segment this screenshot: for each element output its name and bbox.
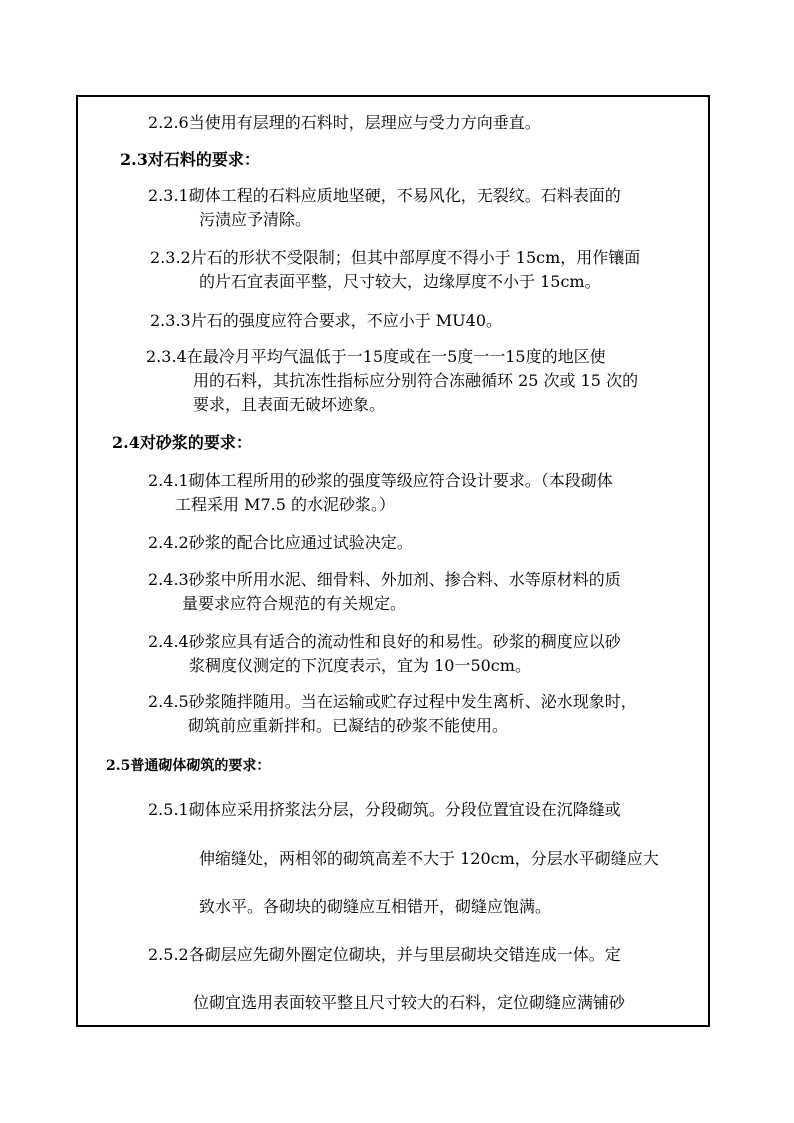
- clause-2-4-5-line-1: 2.4.5砂浆随拌随用。当在运输或贮存过程中发生离析、泌水现象时，: [148, 692, 637, 711]
- clause-2-2-6: 2.2.6当使用有层理的石料时，层理应与受力方向垂直。: [148, 113, 541, 132]
- clause-2-4-1-line-2: 工程采用 M7.5 的水泥砂浆。）: [175, 495, 396, 514]
- clause-2-5-1-line-2: 伸缩缝处，两相邻的砌筑高差不大于 120cm，分层水平砌缝应大: [199, 849, 659, 868]
- clause-2-3-3: 2.3.3片石的强度应符合要求，不应小于 MU40。: [150, 311, 503, 330]
- clause-2-3-1-line-1: 2.3.1砌体工程的石料应质地坚硬，不易风化，无裂纹。石料表面的: [148, 186, 621, 205]
- clause-2-4-4-line-2: 浆稠度仪测定的下沉度表示，宜为 10一50cm。: [189, 656, 531, 675]
- clause-2-3-4-line-2: 用的石料，其抗冻性指标应分别符合冻融循环 25 次或 15 次的: [193, 371, 639, 390]
- clause-2-4-3-line-1: 2.4.3砂浆中所用水泥、细骨料、外加剂、掺合料、水等原材料的质: [148, 570, 621, 589]
- clause-2-4-5-line-2: 砌筑前应重新拌和。已凝结的砂浆不能使用。: [188, 716, 509, 735]
- heading-2-5: 2.5普通砌体砌筑的要求：: [106, 758, 271, 774]
- clause-2-3-1-line-2: 污渍应予清除。: [199, 210, 312, 229]
- clause-2-4-4-line-1: 2.4.4砂浆应具有适合的流动性和良好的和易性。砂浆的稠度应以砂: [148, 632, 621, 651]
- content-frame: [76, 95, 710, 1027]
- clause-2-4-2: 2.4.2砂浆的配合比应通过试验决定。: [148, 533, 413, 552]
- heading-2-3: 2.3对石料的要求：: [120, 150, 260, 169]
- clause-2-3-4-line-3: 要求，且表面无破坏迹象。: [193, 395, 386, 414]
- clause-2-4-3-line-2: 量要求应符合规范的有关规定。: [182, 594, 407, 613]
- clause-2-3-2-line-2: 的片石宜表面平整，尺寸较大，边缘厚度不小于 15cm。: [199, 272, 601, 291]
- clause-2-5-2-line-1: 2.5.2各砌层应先砌外圈定位砌块，并与里层砌块交错连成一体。定: [148, 945, 621, 964]
- clause-2-3-2-line-1: 2.3.2片石的形状不受限制；但其中部厚度不得小于 15cm，用作镶面: [150, 248, 641, 267]
- clause-2-3-4-line-1: 2.3.4在最冷月平均气温低于一15度或在一5度一一15度的地区使: [146, 347, 606, 366]
- clause-2-5-1-line-1: 2.5.1砌体应采用挤浆法分层，分段砌筑。分段位置宜设在沉降缝或: [148, 800, 621, 819]
- clause-2-4-1-line-1: 2.4.1砌体工程所用的砂浆的强度等级应符合设计要求。（本段砌体: [148, 471, 613, 490]
- heading-2-4: 2.4对砂浆的要求：: [112, 433, 252, 452]
- clause-2-5-2-line-2: 位砌宜选用表面较平整且尺寸较大的石料，定位砌缝应满铺砂: [193, 993, 626, 1012]
- clause-2-5-1-line-3: 致水平。各砌块的砌缝应互相错开，砌缝应饱满。: [199, 897, 552, 916]
